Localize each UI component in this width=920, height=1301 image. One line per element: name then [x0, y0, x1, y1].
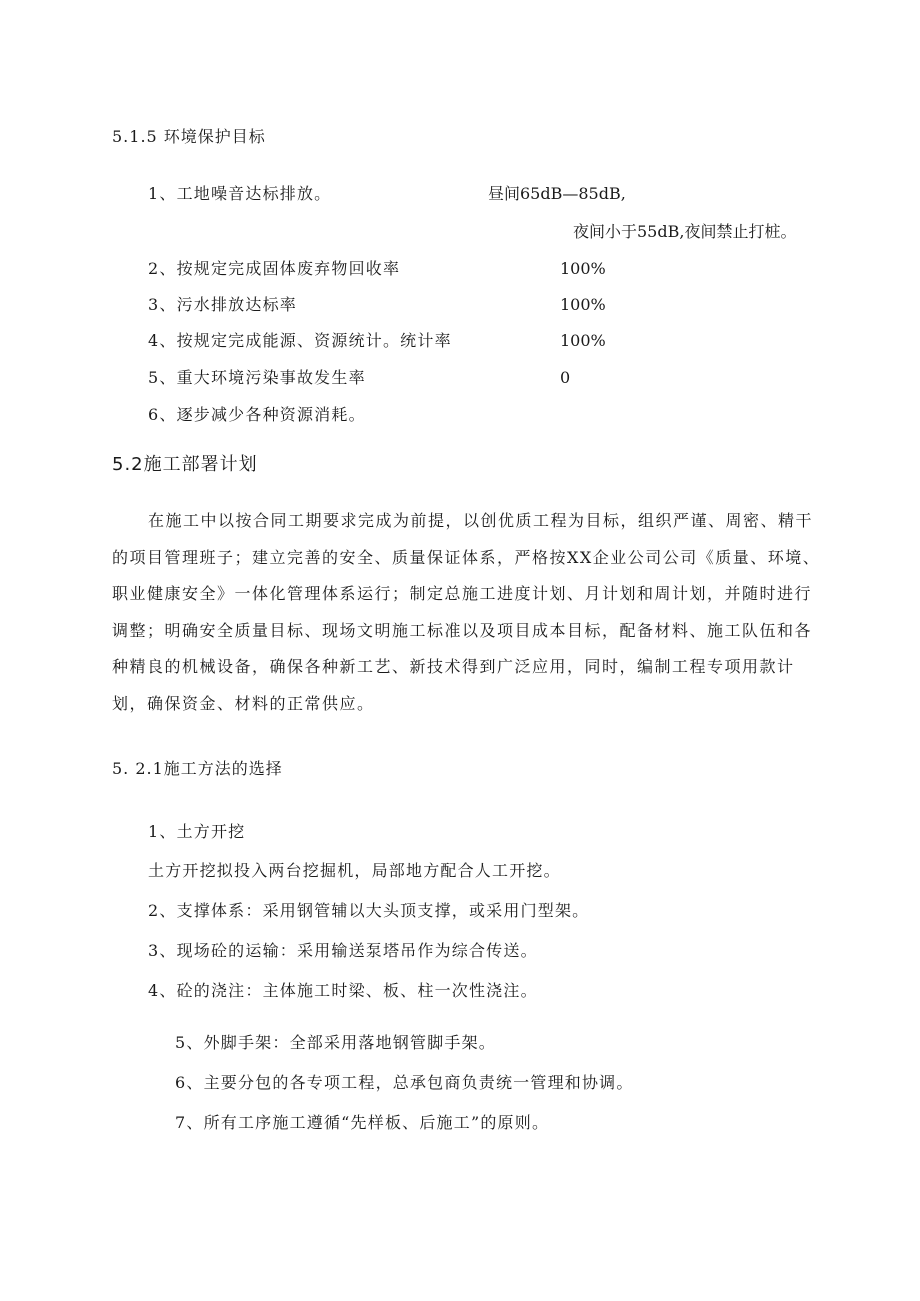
method-item-5: 5、外脚手架：全部采用落地钢管脚手架。 — [175, 1033, 496, 1052]
env-goal-item-4: 4、按规定完成能源、资源统计。统计率 — [148, 331, 452, 350]
env-goal-item-5: 5、重大环境污染事故发生率 — [148, 368, 366, 387]
env-goal-value-2: 100% — [560, 259, 606, 278]
env-goal-value-5: 0 — [560, 368, 571, 387]
method-item-3: 3、现场砼的运输：采用输送泵塔吊作为综合传送。 — [148, 941, 538, 960]
method-item-7: 7、所有工序施工遵循“先样板、后施工”的原则。 — [175, 1113, 550, 1132]
method-item-6: 6、主要分包的各专项工程，总承包商负责统一管理和协调。 — [175, 1073, 634, 1092]
env-goal-value-1b: 夜间小于55dB,夜间禁止打桩。 — [573, 222, 797, 241]
section-heading-5-2: 5.2施工部署计划 — [112, 454, 258, 475]
env-goal-value-1: 昼间65dB—85dB, — [488, 184, 626, 203]
method-item-2: 2、支撑体系：采用钢管辅以大头顶支撑，或采用门型架。 — [148, 901, 590, 920]
env-goal-item-2: 2、按规定完成固体废弃物回收率 — [148, 259, 401, 278]
deployment-paragraph: 在施工中以按合同工期要求完成为前提，以创优质工程为目标，组织严谨、周密、精干的项目管理班子；建立完善的安全、质量保证体系，严格按XX企业公司公司《质量、环境、职业健康安全》一体化管理体系运行；制定总施工进度计划、月计划和周计划，并随时进行调整；明确安全质量目标、现场文明施工标准以及项目成本目标，配备材料、施工队伍和各种精良的机械设备，确保各种新工艺、新技术得到广泛应用，同时，编制工程专项用款计划，确保资金、材料的正常供应。 — [112, 511, 821, 713]
method-item-4: 4、砼的浇注：主体施工时梁、板、柱一次性浇注。 — [148, 981, 538, 1000]
env-goal-item-6: 6、逐步减少各种资源消耗。 — [148, 405, 366, 424]
env-goal-value-3: 100% — [560, 295, 606, 314]
method-item-1: 1、土方开挖 — [148, 822, 246, 841]
section-heading-5-2-1: 5. 2.1施工方法的选择 — [112, 759, 283, 778]
env-goal-item-3: 3、污水排放达标率 — [148, 295, 297, 314]
method-item-1-detail: 土方开挖拟投入两台挖掘机，局部地方配合人工开挖。 — [148, 861, 561, 880]
env-goal-item-1: 1、工地噪音达标排放。 — [148, 184, 332, 203]
section-heading-5-1-5: 5.1.5 环境保护目标 — [112, 127, 266, 146]
env-goal-value-4: 100% — [560, 331, 606, 350]
